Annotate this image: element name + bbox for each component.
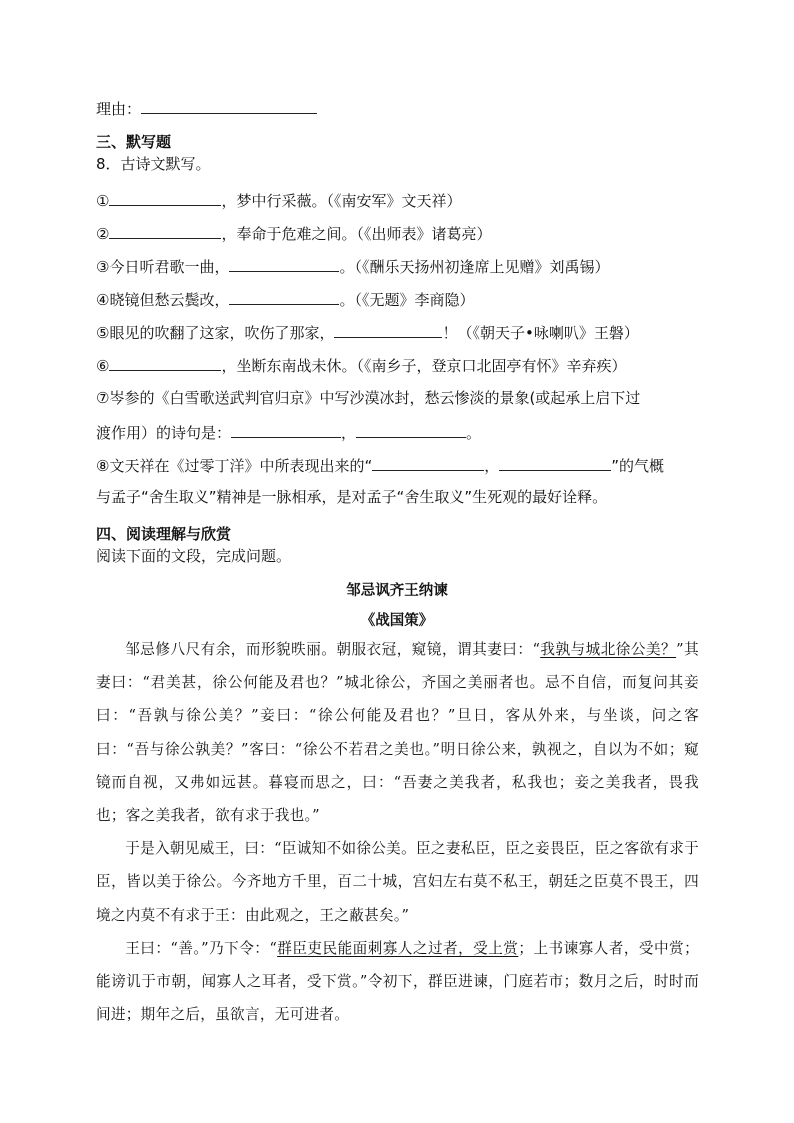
- item-7-num: ⑦: [96, 389, 110, 407]
- item-5-blank[interactable]: [334, 321, 442, 338]
- item-1-num: ①: [96, 192, 110, 210]
- question-8: 8．古诗文默写。: [96, 155, 211, 173]
- item-1: ① ，梦中行采薇。（《南安军》文天祥）: [96, 189, 461, 211]
- reason-label: 理由：: [96, 100, 142, 118]
- item-6-num: ⑥: [96, 357, 110, 375]
- paragraph-3: 王曰：“善。”乃下令：“群臣吏民能面刺寡人之过者，受上赏；上书谏寡人者，受中赏；能谤讥于市朝，闻寡人之耳者，受下赏。”令初下，群臣进谏，门庭若市；数月之后，时时而间进；期年之后，虽欲言，无可进者。: [96, 939, 700, 1024]
- underlined-sentence-2: 群臣吏民能面刺寡人之过者，受上赏: [277, 939, 519, 957]
- item-8-line2: 与孟子“舍生取义”精神是一脉相承，是对孟子“舍生取义”生死观的最好诠释。: [96, 488, 608, 506]
- passage-title: 邹忌讽齐王纳谏: [346, 582, 448, 599]
- item-1-blank[interactable]: [109, 189, 221, 206]
- passage-source: 《战国策》: [360, 612, 434, 629]
- item-8-blank-1[interactable]: [372, 454, 484, 471]
- paragraph-1: 邹忌修八尺有余，而形貌昳丽。朝服衣冠，窥镜，谓其妻曰：“我孰与城北徐公美？”其妻曰：“君美甚，徐公何能及君也？”城北徐公，齐国之美丽者也。忌不自信，而复问其妾曰：“吾孰与徐公美？”妾曰：“徐公何能及君也？”旦日，客从外来，与坐谈，问之客曰：“吾与徐公孰美？”客曰：“徐公不若君之美也。”明日徐公来，孰视之，自以为不如；窥镜而自视，又弗如远甚。暮寝而思之，曰：“吾妻之美我者，私我也；妾之美我者，畏我也；客之美我者，欲有求于我也。”: [96, 641, 700, 825]
- item-5-num: ⑤: [96, 324, 110, 342]
- item-2-blank[interactable]: [109, 222, 221, 239]
- reason-line: [96, 97, 317, 119]
- underlined-sentence-1: 我孰与城北徐公美？: [540, 641, 677, 658]
- item-7-line2: 渡作用）的诗句是： ， 。: [96, 421, 481, 443]
- item-4-blank[interactable]: [229, 288, 339, 305]
- item-4-num: ④: [96, 291, 110, 309]
- item-7-line1: ⑦岑参的《白雪歌送武判官归京》中写沙漠冰封，愁云惨淡的景象(或起承上启下过: [96, 389, 641, 407]
- item-2-num: ②: [96, 225, 110, 243]
- item-3-num: ③: [96, 258, 110, 276]
- item-4: ④晓镜但愁云鬓改， 。（《无题》李商隐）: [96, 288, 474, 310]
- paragraph-2: 于是入朝见威王，曰：“臣诚知不如徐公美。臣之妻私臣，臣之妾畏臣，臣之客欲有求于臣，皆以美于徐公。今齐地方千里，百二十城，宫妇左右莫不私王，朝廷之臣莫不畏王，四境之内莫不有求于王：由此观之，王之蔽甚矣。”: [96, 840, 699, 924]
- item-5: ⑤眼见的吹翻了这家，吹伤了那家， ！（《朝天子•咏喇叭》王磐）: [96, 321, 639, 343]
- reading-instruction: 阅读下面的文段，完成问题。: [96, 547, 292, 565]
- item-8-line1: ⑧文天祥在《过零丁洋》中所表现出来的“ ， ”的气概: [96, 454, 664, 476]
- item-7-blank-1[interactable]: [231, 421, 341, 438]
- section4-heading: 四、阅读理解与欣赏: [96, 525, 232, 543]
- item-8-num: ⑧: [96, 457, 110, 475]
- item-3: ③今日听君歌一曲， 。（《酬乐天扬州初逢席上见赠》刘禹锡）: [96, 255, 609, 277]
- item-7-blank-2[interactable]: [356, 421, 466, 438]
- section3-heading: 三、默写题: [96, 133, 172, 151]
- passage-body: [96, 633, 699, 1031]
- item-6-blank[interactable]: [109, 354, 221, 371]
- item-3-blank[interactable]: [229, 255, 339, 272]
- reason-blank[interactable]: [141, 97, 317, 114]
- item-2: ② ，奉命于危难之间。（《出师表》诸葛亮）: [96, 222, 491, 244]
- item-6: ⑥ ，坐断东南战未休。（《南乡子，登京口北固亭有怀》辛弃疾）: [96, 354, 626, 376]
- item-8-blank-2[interactable]: [499, 454, 611, 471]
